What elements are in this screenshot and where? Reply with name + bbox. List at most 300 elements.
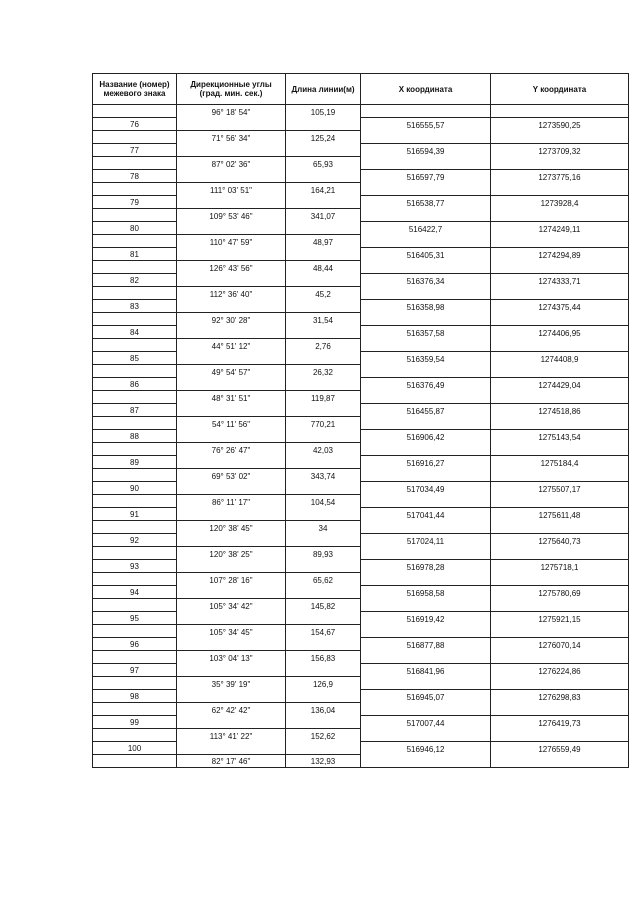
segment-blank-cell bbox=[361, 261, 491, 274]
point-blank-cell bbox=[177, 404, 286, 417]
x-coordinate-cell: 517024,11 bbox=[361, 534, 491, 547]
segment-blank-cell bbox=[361, 495, 491, 508]
x-coordinate-cell: 516376,34 bbox=[361, 274, 491, 287]
point-blank-cell bbox=[177, 170, 286, 183]
header-length: Длина линии(м) bbox=[286, 74, 361, 105]
y-coordinate-cell: 1274294,89 bbox=[491, 248, 629, 261]
segment-blank-cell bbox=[361, 573, 491, 586]
segment-row bbox=[93, 313, 629, 326]
point-row bbox=[93, 638, 629, 651]
direction-angle-cell: 76° 26' 47" bbox=[177, 443, 286, 456]
point-row bbox=[93, 300, 629, 313]
point-blank-cell bbox=[286, 144, 361, 157]
x-coordinate-cell: 516405,31 bbox=[361, 248, 491, 261]
x-coordinate-cell: 517007,44 bbox=[361, 716, 491, 729]
point-blank-cell bbox=[286, 170, 361, 183]
point-blank-cell bbox=[177, 586, 286, 599]
line-length-cell: 770,21 bbox=[286, 417, 361, 430]
line-length-cell: 145,82 bbox=[286, 599, 361, 612]
segment-blank-cell bbox=[361, 105, 491, 118]
point-name-cell: 93 bbox=[93, 560, 177, 573]
line-length-cell: 65,93 bbox=[286, 157, 361, 170]
y-coordinate-cell: 1273590,25 bbox=[491, 118, 629, 131]
line-length-cell: 164,21 bbox=[286, 183, 361, 196]
segment-blank-cell bbox=[93, 313, 177, 326]
point-blank-cell bbox=[177, 612, 286, 625]
segment-blank-cell bbox=[93, 131, 177, 144]
segment-blank-cell bbox=[491, 755, 629, 768]
segment-blank-cell bbox=[361, 755, 491, 768]
header-x: X координата bbox=[361, 74, 491, 105]
point-row bbox=[93, 560, 629, 573]
segment-blank-cell bbox=[491, 261, 629, 274]
segment-blank-cell bbox=[491, 495, 629, 508]
line-length-cell: 2,76 bbox=[286, 339, 361, 352]
segment-blank-cell bbox=[93, 547, 177, 560]
line-length-cell: 341,07 bbox=[286, 209, 361, 222]
y-coordinate-cell: 1274249,11 bbox=[491, 222, 629, 235]
direction-angle-cell: 92° 30' 28" bbox=[177, 313, 286, 326]
direction-angle-cell: 54° 11' 56" bbox=[177, 417, 286, 430]
point-blank-cell bbox=[286, 560, 361, 573]
point-row bbox=[93, 222, 629, 235]
segment-row bbox=[93, 105, 629, 118]
segment-blank-cell bbox=[93, 235, 177, 248]
point-name-cell: 92 bbox=[93, 534, 177, 547]
segment-blank-cell bbox=[491, 183, 629, 196]
segment-row bbox=[93, 677, 629, 690]
segment-blank-cell bbox=[491, 443, 629, 456]
point-blank-cell bbox=[286, 352, 361, 365]
point-blank-cell bbox=[177, 352, 286, 365]
y-coordinate-cell: 1273775,16 bbox=[491, 170, 629, 183]
segment-blank-cell bbox=[491, 417, 629, 430]
segment-blank-cell bbox=[93, 573, 177, 586]
segment-blank-cell bbox=[93, 443, 177, 456]
x-coordinate-cell: 516978,28 bbox=[361, 560, 491, 573]
segment-blank-cell bbox=[491, 703, 629, 716]
line-length-cell: 125,24 bbox=[286, 131, 361, 144]
point-blank-cell bbox=[177, 742, 286, 755]
point-row bbox=[93, 430, 629, 443]
segment-blank-cell bbox=[361, 625, 491, 638]
point-row bbox=[93, 508, 629, 521]
segment-blank-cell bbox=[361, 313, 491, 326]
direction-angle-cell: 111° 03' 51" bbox=[177, 183, 286, 196]
point-blank-cell bbox=[177, 300, 286, 313]
point-name-cell: 91 bbox=[93, 508, 177, 521]
direction-angle-cell: 103° 04' 13" bbox=[177, 651, 286, 664]
table-body bbox=[93, 105, 629, 768]
segment-blank-cell bbox=[491, 521, 629, 534]
point-name-cell: 89 bbox=[93, 456, 177, 469]
line-length-cell: 89,93 bbox=[286, 547, 361, 560]
point-blank-cell bbox=[177, 430, 286, 443]
direction-angle-cell: 48° 31' 51" bbox=[177, 391, 286, 404]
direction-angle-cell: 113° 41' 22" bbox=[177, 729, 286, 742]
segment-blank-cell bbox=[93, 261, 177, 274]
segment-row bbox=[93, 573, 629, 586]
x-coordinate-cell: 516841,96 bbox=[361, 664, 491, 677]
y-coordinate-cell: 1274406,95 bbox=[491, 326, 629, 339]
x-coordinate-cell: 516358,98 bbox=[361, 300, 491, 313]
direction-angle-cell: 109° 53' 46" bbox=[177, 209, 286, 222]
y-coordinate-cell: 1274408,9 bbox=[491, 352, 629, 365]
header-name: Название (номер) межевого знака bbox=[93, 74, 177, 105]
point-row bbox=[93, 456, 629, 469]
point-blank-cell bbox=[286, 300, 361, 313]
point-row bbox=[93, 118, 629, 131]
segment-blank-cell bbox=[491, 339, 629, 352]
point-blank-cell bbox=[286, 196, 361, 209]
segment-row bbox=[93, 157, 629, 170]
point-blank-cell bbox=[286, 404, 361, 417]
point-blank-cell bbox=[177, 560, 286, 573]
segment-blank-cell bbox=[361, 521, 491, 534]
segment-row bbox=[93, 625, 629, 638]
table-header-row bbox=[93, 74, 629, 105]
line-length-cell: 152,62 bbox=[286, 729, 361, 742]
point-blank-cell bbox=[177, 508, 286, 521]
segment-row bbox=[93, 599, 629, 612]
line-length-cell: 104,54 bbox=[286, 495, 361, 508]
segment-blank-cell bbox=[491, 729, 629, 742]
segment-row bbox=[93, 703, 629, 716]
segment-blank-cell bbox=[361, 209, 491, 222]
segment-row bbox=[93, 495, 629, 508]
segment-blank-cell bbox=[491, 625, 629, 638]
segment-blank-cell bbox=[93, 521, 177, 534]
y-coordinate-cell: 1276419,73 bbox=[491, 716, 629, 729]
point-blank-cell bbox=[177, 534, 286, 547]
segment-row bbox=[93, 391, 629, 404]
point-blank-cell bbox=[286, 248, 361, 261]
point-name-cell: 99 bbox=[93, 716, 177, 729]
line-length-cell: 154,67 bbox=[286, 625, 361, 638]
direction-angle-cell: 110° 47' 59" bbox=[177, 235, 286, 248]
point-row bbox=[93, 170, 629, 183]
x-coordinate-cell: 516877,88 bbox=[361, 638, 491, 651]
x-coordinate-cell: 516594,39 bbox=[361, 144, 491, 157]
segment-blank-cell bbox=[93, 287, 177, 300]
point-row bbox=[93, 742, 629, 755]
point-name-cell: 88 bbox=[93, 430, 177, 443]
segment-blank-cell bbox=[93, 703, 177, 716]
x-coordinate-cell: 516946,12 bbox=[361, 742, 491, 755]
segment-blank-cell bbox=[361, 599, 491, 612]
point-blank-cell bbox=[177, 664, 286, 677]
segment-blank-cell bbox=[491, 313, 629, 326]
segment-blank-cell bbox=[361, 131, 491, 144]
segment-blank-cell bbox=[361, 651, 491, 664]
segment-blank-cell bbox=[491, 131, 629, 144]
point-blank-cell bbox=[286, 482, 361, 495]
line-length-cell: 156,83 bbox=[286, 651, 361, 664]
segment-row bbox=[93, 339, 629, 352]
segment-row bbox=[93, 131, 629, 144]
x-coordinate-cell: 516538,77 bbox=[361, 196, 491, 209]
y-coordinate-cell: 1275611,48 bbox=[491, 508, 629, 521]
y-coordinate-cell: 1275507,17 bbox=[491, 482, 629, 495]
segment-blank-cell bbox=[93, 677, 177, 690]
segment-blank-cell bbox=[361, 365, 491, 378]
segment-row bbox=[93, 469, 629, 482]
y-coordinate-cell: 1276559,49 bbox=[491, 742, 629, 755]
x-coordinate-cell: 516376,49 bbox=[361, 378, 491, 391]
segment-blank-cell bbox=[93, 625, 177, 638]
point-row bbox=[93, 534, 629, 547]
y-coordinate-cell: 1275718,1 bbox=[491, 560, 629, 573]
segment-blank-cell bbox=[491, 651, 629, 664]
x-coordinate-cell: 516597,79 bbox=[361, 170, 491, 183]
point-row bbox=[93, 586, 629, 599]
segment-blank-cell bbox=[491, 599, 629, 612]
direction-angle-cell: 71° 56' 34" bbox=[177, 131, 286, 144]
segment-blank-cell bbox=[93, 209, 177, 222]
line-length-cell: 136,04 bbox=[286, 703, 361, 716]
segment-row bbox=[93, 443, 629, 456]
segment-blank-cell bbox=[93, 729, 177, 742]
point-row bbox=[93, 404, 629, 417]
direction-angle-cell: 44° 51' 12" bbox=[177, 339, 286, 352]
segment-blank-cell bbox=[93, 339, 177, 352]
segment-blank-cell bbox=[93, 183, 177, 196]
segment-blank-cell bbox=[93, 469, 177, 482]
segment-row bbox=[93, 261, 629, 274]
segment-blank-cell bbox=[491, 573, 629, 586]
x-coordinate-cell: 516455,87 bbox=[361, 404, 491, 417]
x-coordinate-cell: 516916,27 bbox=[361, 456, 491, 469]
y-coordinate-cell: 1276224,86 bbox=[491, 664, 629, 677]
y-coordinate-cell: 1273709,32 bbox=[491, 144, 629, 157]
segment-blank-cell bbox=[491, 677, 629, 690]
segment-blank-cell bbox=[361, 417, 491, 430]
segment-row bbox=[93, 547, 629, 560]
segment-blank-cell bbox=[361, 703, 491, 716]
point-blank-cell bbox=[286, 586, 361, 599]
point-blank-cell bbox=[286, 664, 361, 677]
point-row bbox=[93, 612, 629, 625]
segment-blank-cell bbox=[361, 183, 491, 196]
segment-blank-cell bbox=[93, 417, 177, 430]
y-coordinate-cell: 1276070,14 bbox=[491, 638, 629, 651]
segment-blank-cell bbox=[361, 469, 491, 482]
direction-angle-cell: 105° 34' 45" bbox=[177, 625, 286, 638]
segment-blank-cell bbox=[93, 157, 177, 170]
line-length-cell: 42,03 bbox=[286, 443, 361, 456]
point-name-cell: 90 bbox=[93, 482, 177, 495]
point-blank-cell bbox=[286, 326, 361, 339]
point-name-cell: 84 bbox=[93, 326, 177, 339]
y-coordinate-cell: 1273928,4 bbox=[491, 196, 629, 209]
segment-row bbox=[93, 729, 629, 742]
point-blank-cell bbox=[177, 248, 286, 261]
x-coordinate-cell: 516357,58 bbox=[361, 326, 491, 339]
point-name-cell: 100 bbox=[93, 742, 177, 755]
point-name-cell: 87 bbox=[93, 404, 177, 417]
direction-angle-cell: 69° 53' 02" bbox=[177, 469, 286, 482]
y-coordinate-cell: 1275780,69 bbox=[491, 586, 629, 599]
segment-blank-cell bbox=[491, 209, 629, 222]
point-blank-cell bbox=[286, 716, 361, 729]
segment-blank-cell bbox=[491, 105, 629, 118]
point-row bbox=[93, 716, 629, 729]
point-blank-cell bbox=[177, 222, 286, 235]
direction-angle-cell: 86° 11' 17" bbox=[177, 495, 286, 508]
segment-blank-cell bbox=[361, 339, 491, 352]
segment-blank-cell bbox=[491, 235, 629, 248]
direction-angle-cell: 126° 43' 56" bbox=[177, 261, 286, 274]
segment-row bbox=[93, 417, 629, 430]
point-name-cell: 79 bbox=[93, 196, 177, 209]
segment-row bbox=[93, 521, 629, 534]
point-blank-cell bbox=[286, 430, 361, 443]
point-blank-cell bbox=[286, 118, 361, 131]
segment-blank-cell bbox=[491, 365, 629, 378]
segment-blank-cell bbox=[491, 547, 629, 560]
segment-blank-cell bbox=[491, 469, 629, 482]
x-coordinate-cell: 516945,07 bbox=[361, 690, 491, 703]
y-coordinate-cell: 1275184,4 bbox=[491, 456, 629, 469]
segment-row bbox=[93, 365, 629, 378]
point-name-cell: 83 bbox=[93, 300, 177, 313]
line-length-cell: 132,93 bbox=[286, 755, 361, 768]
direction-angle-cell: 82° 17' 46" bbox=[177, 755, 286, 768]
segment-blank-cell bbox=[491, 157, 629, 170]
point-blank-cell bbox=[177, 690, 286, 703]
point-blank-cell bbox=[177, 482, 286, 495]
point-name-cell: 98 bbox=[93, 690, 177, 703]
line-length-cell: 48,97 bbox=[286, 235, 361, 248]
direction-angle-cell: 120° 38' 45" bbox=[177, 521, 286, 534]
boundary-coordinates-table bbox=[92, 73, 629, 768]
point-name-cell: 81 bbox=[93, 248, 177, 261]
y-coordinate-cell: 1275143,54 bbox=[491, 430, 629, 443]
segment-blank-cell bbox=[361, 287, 491, 300]
segment-blank-cell bbox=[361, 729, 491, 742]
point-blank-cell bbox=[286, 638, 361, 651]
point-blank-cell bbox=[286, 508, 361, 521]
segment-blank-cell bbox=[93, 105, 177, 118]
segment-blank-cell bbox=[93, 755, 177, 768]
direction-angle-cell: 35° 39' 19" bbox=[177, 677, 286, 690]
point-name-cell: 77 bbox=[93, 144, 177, 157]
point-row bbox=[93, 196, 629, 209]
point-row bbox=[93, 664, 629, 677]
line-length-cell: 31,54 bbox=[286, 313, 361, 326]
x-coordinate-cell: 517034,49 bbox=[361, 482, 491, 495]
segment-blank-cell bbox=[491, 287, 629, 300]
point-blank-cell bbox=[286, 742, 361, 755]
point-blank-cell bbox=[286, 534, 361, 547]
point-row bbox=[93, 482, 629, 495]
point-row bbox=[93, 690, 629, 703]
segment-row bbox=[93, 183, 629, 196]
point-name-cell: 96 bbox=[93, 638, 177, 651]
point-row bbox=[93, 144, 629, 157]
y-coordinate-cell: 1275640,73 bbox=[491, 534, 629, 547]
direction-angle-cell: 62° 42' 42" bbox=[177, 703, 286, 716]
segment-blank-cell bbox=[361, 235, 491, 248]
segment-row bbox=[93, 209, 629, 222]
segment-blank-cell bbox=[361, 157, 491, 170]
line-length-cell: 105,19 bbox=[286, 105, 361, 118]
line-length-cell: 45,2 bbox=[286, 287, 361, 300]
line-length-cell: 126,9 bbox=[286, 677, 361, 690]
segment-row bbox=[93, 235, 629, 248]
x-coordinate-cell: 516958,58 bbox=[361, 586, 491, 599]
x-coordinate-cell: 516359,54 bbox=[361, 352, 491, 365]
point-blank-cell bbox=[177, 456, 286, 469]
point-blank-cell bbox=[286, 456, 361, 469]
y-coordinate-cell: 1274518,86 bbox=[491, 404, 629, 417]
point-blank-cell bbox=[286, 612, 361, 625]
x-coordinate-cell: 516906,42 bbox=[361, 430, 491, 443]
point-blank-cell bbox=[286, 222, 361, 235]
point-name-cell: 82 bbox=[93, 274, 177, 287]
point-name-cell: 80 bbox=[93, 222, 177, 235]
segment-blank-cell bbox=[93, 651, 177, 664]
point-name-cell: 78 bbox=[93, 170, 177, 183]
point-blank-cell bbox=[177, 378, 286, 391]
line-length-cell: 34 bbox=[286, 521, 361, 534]
line-length-cell: 343,74 bbox=[286, 469, 361, 482]
point-blank-cell bbox=[177, 326, 286, 339]
segment-blank-cell bbox=[361, 391, 491, 404]
direction-angle-cell: 120° 38' 25" bbox=[177, 547, 286, 560]
point-blank-cell bbox=[286, 690, 361, 703]
point-row bbox=[93, 378, 629, 391]
segment-row bbox=[93, 755, 629, 768]
point-blank-cell bbox=[177, 118, 286, 131]
header-y: Y координата bbox=[491, 74, 629, 105]
point-name-cell: 94 bbox=[93, 586, 177, 599]
point-name-cell: 76 bbox=[93, 118, 177, 131]
point-name-cell: 85 bbox=[93, 352, 177, 365]
point-blank-cell bbox=[286, 378, 361, 391]
segment-blank-cell bbox=[93, 365, 177, 378]
line-length-cell: 48,44 bbox=[286, 261, 361, 274]
y-coordinate-cell: 1276298,83 bbox=[491, 690, 629, 703]
point-row bbox=[93, 274, 629, 287]
segment-row bbox=[93, 287, 629, 300]
point-blank-cell bbox=[177, 274, 286, 287]
point-blank-cell bbox=[177, 144, 286, 157]
segment-blank-cell bbox=[93, 391, 177, 404]
segment-blank-cell bbox=[93, 599, 177, 612]
line-length-cell: 65,62 bbox=[286, 573, 361, 586]
y-coordinate-cell: 1274333,71 bbox=[491, 274, 629, 287]
segment-blank-cell bbox=[361, 677, 491, 690]
direction-angle-cell: 87° 02' 36" bbox=[177, 157, 286, 170]
point-name-cell: 97 bbox=[93, 664, 177, 677]
point-blank-cell bbox=[286, 274, 361, 287]
x-coordinate-cell: 516555,57 bbox=[361, 118, 491, 131]
y-coordinate-cell: 1274375,44 bbox=[491, 300, 629, 313]
segment-blank-cell bbox=[361, 443, 491, 456]
y-coordinate-cell: 1274429,04 bbox=[491, 378, 629, 391]
header-angle: Дирекционные углы (град. мин. сек.) bbox=[177, 74, 286, 105]
line-length-cell: 119,87 bbox=[286, 391, 361, 404]
direction-angle-cell: 49° 54' 57" bbox=[177, 365, 286, 378]
point-blank-cell bbox=[177, 196, 286, 209]
direction-angle-cell: 96° 18' 54" bbox=[177, 105, 286, 118]
point-row bbox=[93, 248, 629, 261]
x-coordinate-cell: 517041,44 bbox=[361, 508, 491, 521]
point-name-cell: 86 bbox=[93, 378, 177, 391]
line-length-cell: 26,32 bbox=[286, 365, 361, 378]
direction-angle-cell: 112° 36' 40" bbox=[177, 287, 286, 300]
